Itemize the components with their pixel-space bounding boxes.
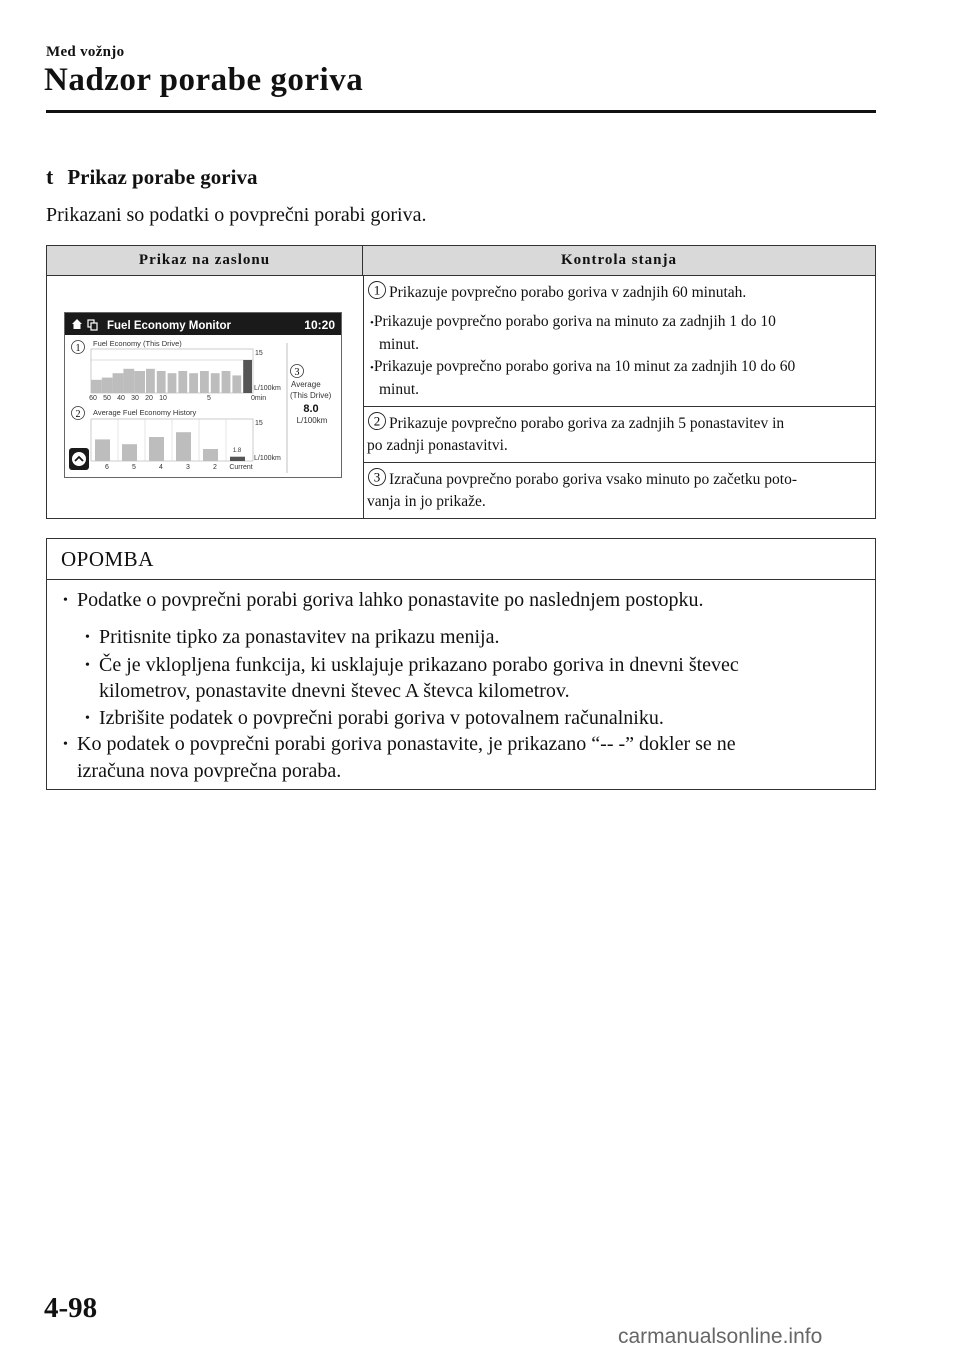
upper-bar — [200, 371, 209, 393]
table-row — [364, 463, 875, 518]
lower-bar — [95, 439, 110, 461]
upper-bar — [123, 369, 134, 393]
list-item: •Prikazuje povprečno porabo goriva na 10 minut za zadnjih 10 do 60 — [370, 358, 796, 375]
callout-1 — [72, 341, 85, 355]
lower-bar — [176, 432, 191, 461]
fuel-economy-screen — [64, 312, 342, 478]
page-number: 4-98 — [44, 1292, 98, 1324]
average-label-2: (This Drive) — [290, 391, 332, 400]
upper-unit-label: L/100km — [254, 385, 281, 392]
lower-bar — [230, 457, 245, 461]
upper-bar — [189, 373, 198, 393]
list-item: minut. — [379, 381, 420, 398]
upper-tick-label: 50 — [103, 395, 111, 402]
watermark: carmanualsonline.info — [618, 1325, 823, 1348]
upper-bar — [91, 380, 102, 393]
note-box — [46, 538, 876, 790]
lower-tick-label: 2 — [213, 464, 217, 471]
lower-tick-label: 5 — [132, 464, 136, 471]
upper-bar — [113, 373, 124, 393]
upper-graph-label: Fuel Economy (This Drive) — [93, 339, 182, 348]
upper-bar — [102, 378, 113, 393]
average-value: 8.0 — [303, 403, 319, 415]
svg-text:3: 3 — [294, 367, 300, 378]
subsection-marker: t — [46, 164, 54, 189]
svg-text:1: 1 — [75, 343, 81, 354]
callout-number-icon — [367, 411, 387, 431]
row-text: Prikazuje povprečno porabo goriva v zadnjih 60 minutah. — [389, 284, 747, 301]
lower-max-label: 15 — [255, 420, 263, 427]
lower-bar — [203, 449, 218, 461]
upper-bar — [243, 360, 252, 393]
upper-tick-label: 20 — [145, 395, 153, 402]
up-arrow-icon[interactable] — [69, 448, 89, 470]
list-item: • Podatke o povprečni porabi goriva lahko ponastavite po naslednjem postopku. — [63, 589, 704, 611]
upper-bar — [134, 371, 145, 393]
subsection-title: Prikaz porabe goriva — [67, 165, 258, 189]
lower-bar — [122, 444, 137, 461]
lower-tick-label: 3 — [186, 464, 190, 471]
screen-illustration — [65, 313, 341, 477]
intro-text: Prikazani so podatki o povprečni porabi goriva. — [46, 204, 427, 226]
upper-tick-label: 10 — [159, 395, 167, 402]
table-header-status: Kontrola stanja — [363, 246, 875, 276]
list-item: izračuna nova povprečna poraba. — [77, 760, 342, 782]
lower-tick-labels — [105, 464, 217, 471]
svg-text:1: 1 — [373, 282, 381, 298]
svg-text:2: 2 — [75, 409, 81, 420]
upper-tick-label: 30 — [131, 395, 139, 402]
average-unit: L/100km — [296, 416, 328, 425]
list-item: • Pritisnite tipko za ponastavitev na prikazu menija. — [85, 626, 500, 648]
table-header-display: Prikaz na zaslonu — [47, 246, 363, 276]
subsection-heading — [46, 164, 257, 190]
upper-bar — [157, 371, 166, 393]
svg-text:2: 2 — [373, 413, 381, 429]
lower-tick-label: 4 — [159, 464, 163, 471]
list-item: minut. — [379, 336, 420, 353]
lower-current-label: Current — [229, 464, 253, 471]
callout-number-icon — [367, 280, 387, 300]
upper-tick-label: 5 — [207, 395, 211, 402]
callout-2 — [72, 407, 85, 421]
lower-tick-label: 6 — [105, 464, 109, 471]
upper-tick-label: 40 — [117, 395, 125, 402]
list-item: • Ko podatek o povprečni porabi goriva ponastavite, je prikazano “-- -” dokler se ne — [63, 733, 736, 755]
list-item: • Izbrišite podatek o povprečni porabi goriva v potovalnem računalniku. — [85, 707, 664, 729]
title-rule — [46, 110, 876, 113]
upper-tick-label: 60 — [89, 395, 97, 402]
upper-bar — [178, 371, 187, 393]
note-title: OPOMBA — [47, 539, 875, 580]
list-item: •Prikazuje povprečno porabo goriva na minuto za zadnjih 1 do 10 — [370, 313, 776, 330]
page-title: Nadzor porabe goriva — [44, 62, 364, 98]
upper-bar — [222, 371, 231, 393]
row-text: Prikazuje povprečno porabo goriva za zadnjih 5 ponastavitev in — [389, 415, 785, 432]
svg-text:3: 3 — [373, 469, 381, 485]
upper-tick-labels — [89, 395, 211, 402]
upper-bar — [146, 369, 155, 393]
upper-bar — [168, 373, 177, 393]
row-text-cont: po zadnji ponastavitvi. — [367, 437, 508, 454]
section-label: Med vožnjo — [46, 44, 125, 60]
upper-max-label: 15 — [255, 350, 263, 357]
row-text: Izračuna povprečno porabo goriva vsako minuto po začetku poto- — [389, 471, 798, 488]
lower-unit-label: L/100km — [254, 455, 281, 462]
lower-bar — [149, 437, 164, 461]
lower-graph-label: Average Fuel Economy History — [93, 408, 197, 417]
list-item: • Če je vklopljena funkcija, ki usklajuje prikazano porabo goriva in dnevni števec — [85, 654, 739, 676]
callout-number-icon — [367, 467, 387, 487]
upper-bar — [232, 375, 241, 393]
average-label: Average — [291, 380, 321, 389]
current-value-label: 1.8 — [232, 448, 242, 454]
list-item: kilometrov, ponastavite dnevni števec A števca kilometrov. — [99, 680, 570, 702]
callout-3 — [291, 365, 304, 379]
table-row — [364, 407, 875, 463]
row-text-cont: vanja in jo prikaže. — [367, 493, 486, 510]
upper-zero-label: 0min — [251, 395, 267, 402]
screen-clock: 10:20 — [304, 318, 335, 332]
upper-bar — [211, 373, 220, 393]
screen-title: Fuel Economy Monitor — [107, 320, 231, 332]
table-row — [364, 276, 875, 407]
